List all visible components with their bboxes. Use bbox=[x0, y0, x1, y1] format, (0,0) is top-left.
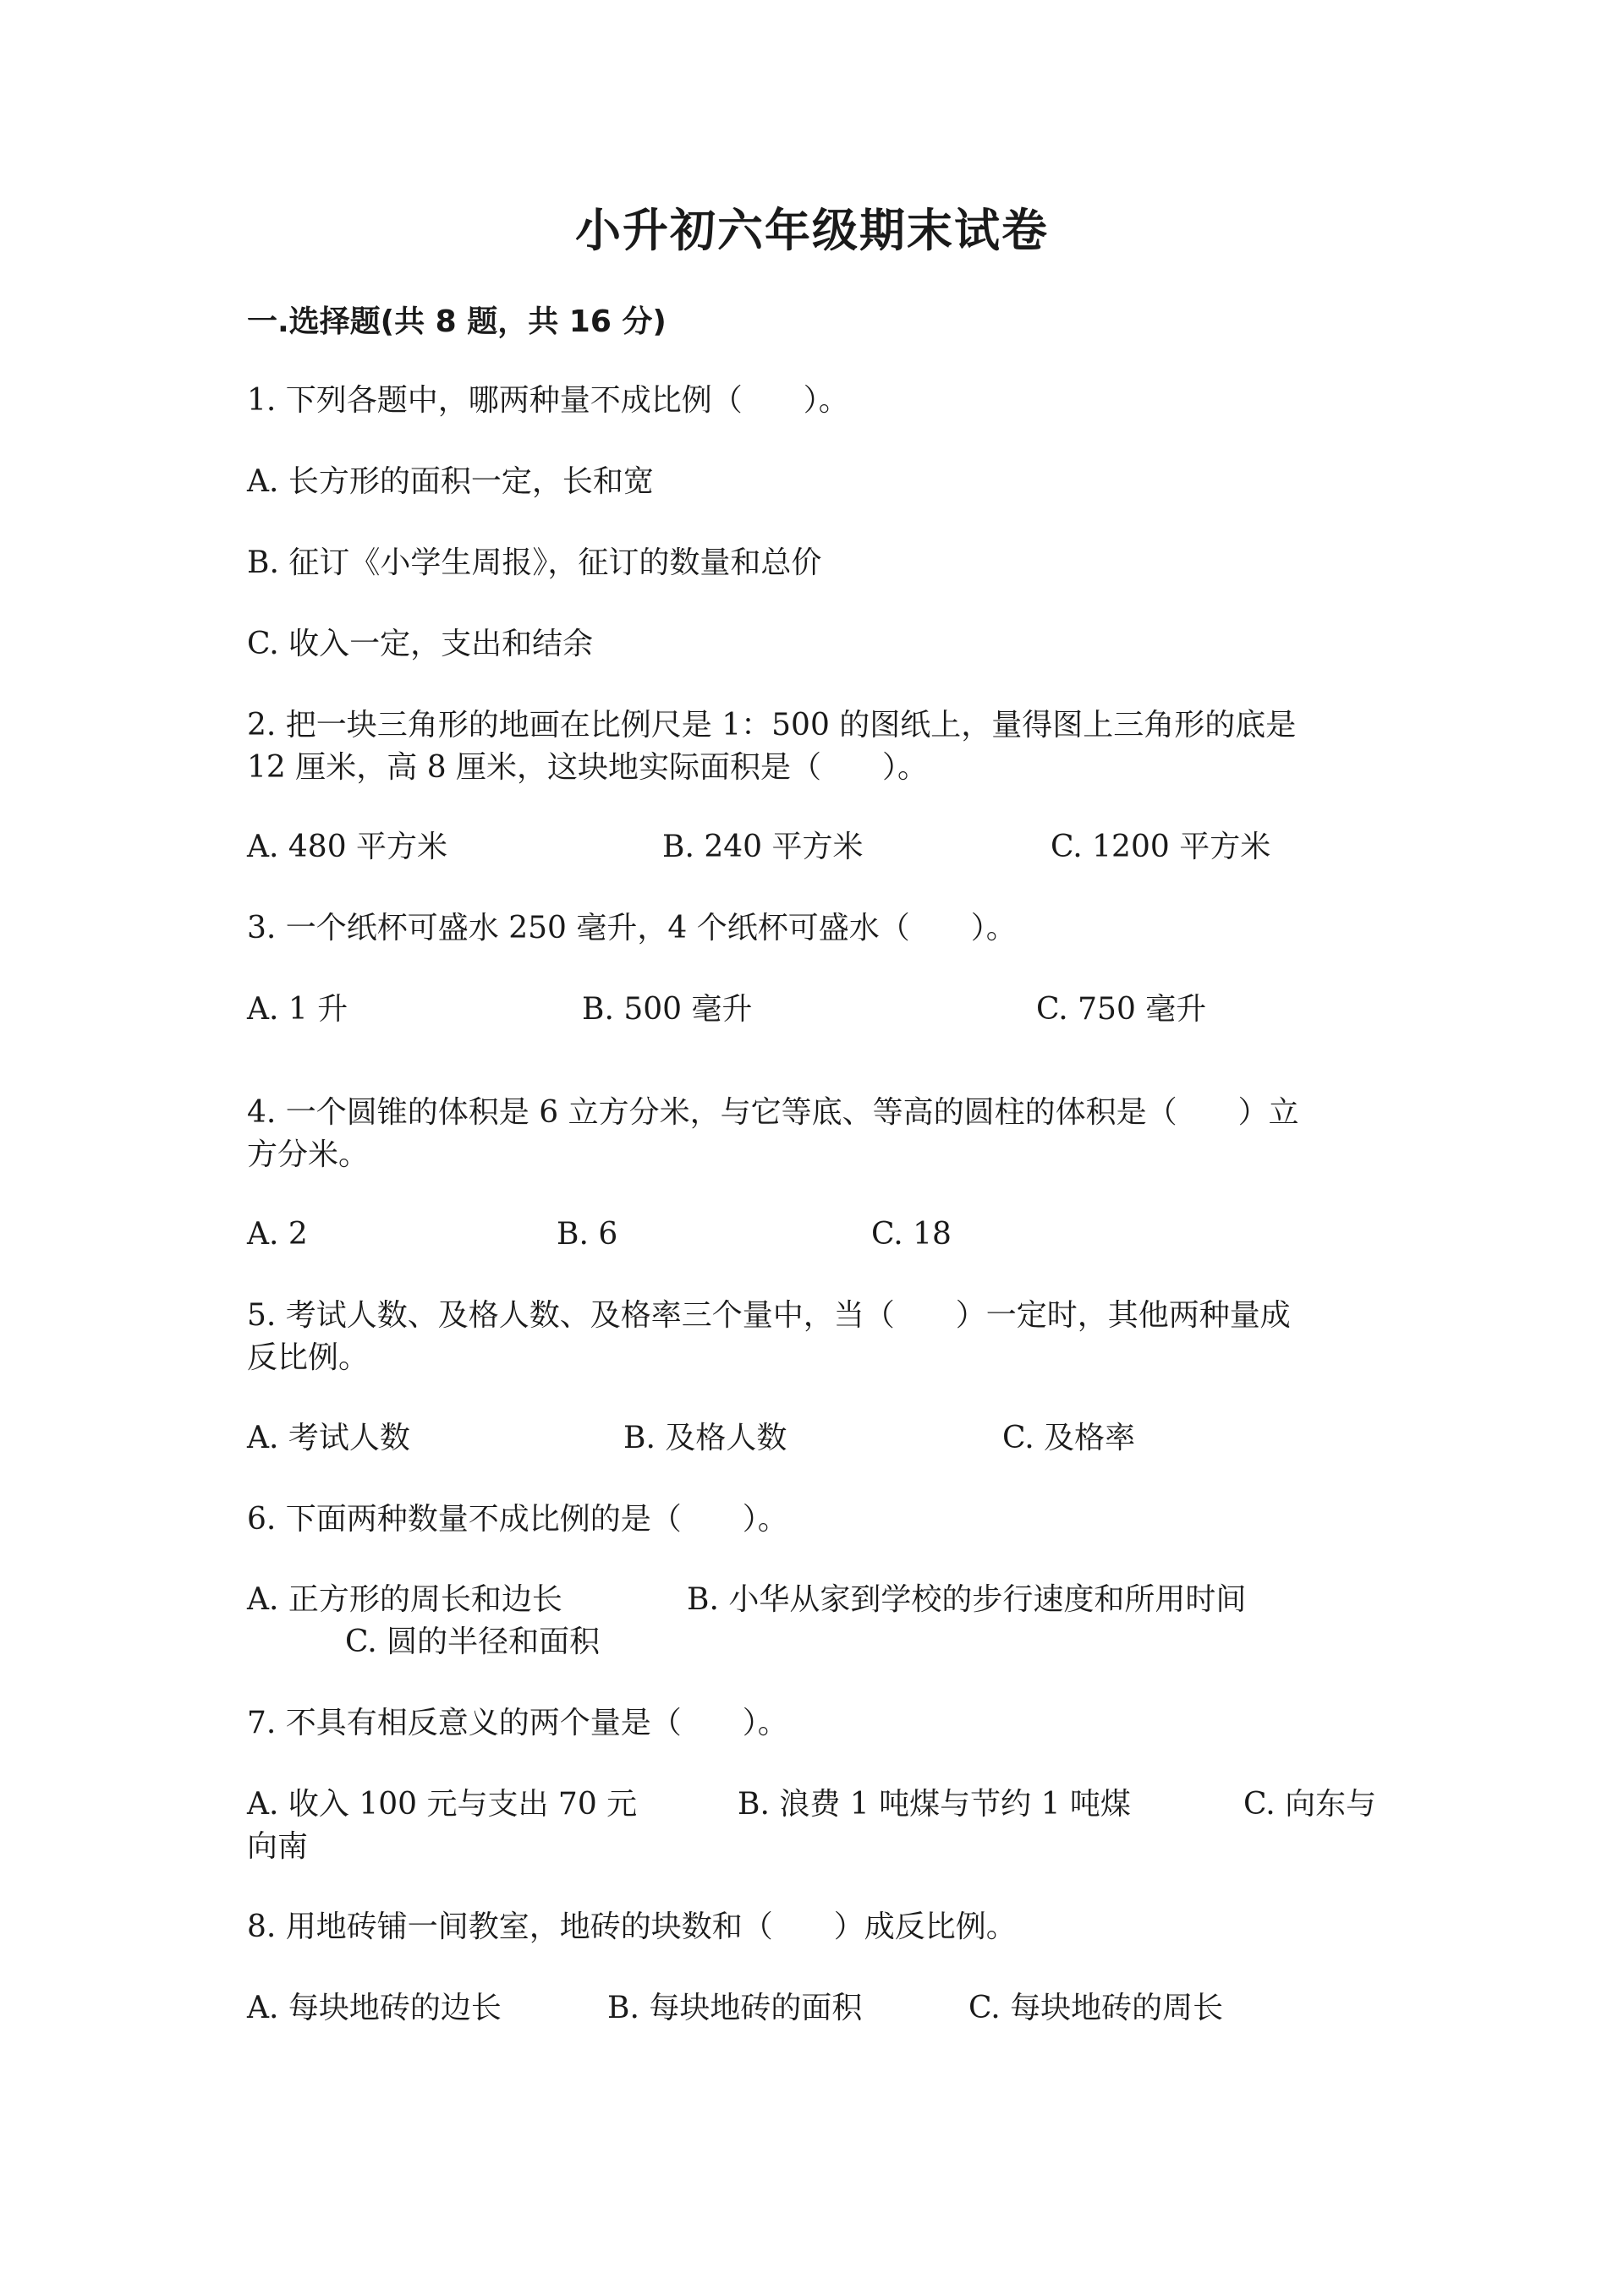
q3-option-b: B. 500 毫升 bbox=[582, 992, 753, 1027]
q1-option-a: A. 长方形的面积一定，长和宽 bbox=[247, 464, 654, 499]
q2-option-c: C. 1200 平方米 bbox=[1051, 830, 1271, 864]
q5-option-b: B. 及格人数 bbox=[623, 1421, 787, 1455]
q7-option-a: A. 收入 100 元与支出 70 元 bbox=[247, 1787, 638, 1822]
q2-option-a: A. 480 平方米 bbox=[247, 830, 448, 864]
q4-option-a: A. 2 bbox=[247, 1217, 308, 1252]
q2-option-b: B. 240 平方米 bbox=[662, 830, 864, 864]
q6-option-c: C. 圆的半径和面积 bbox=[345, 1625, 601, 1659]
q6-option-a: A. 正方形的周长和边长 bbox=[247, 1582, 562, 1617]
q7-option-b: B. 浪费 1 吨煤与节约 1 吨煤 bbox=[738, 1787, 1131, 1822]
question-5-line-1: 5. 考试人数、及格人数、及格率三个量中，当（ ）一定时，其他两种量成 bbox=[247, 1298, 1291, 1333]
q8-option-a: A. 每块地砖的边长 bbox=[247, 1991, 502, 2025]
q5-option-c: C. 及格率 bbox=[1002, 1421, 1136, 1455]
question-4-line-2: 方分米。 bbox=[247, 1137, 370, 1172]
q8-option-c: C. 每块地砖的周长 bbox=[968, 1991, 1224, 2025]
q4-option-b: B. 6 bbox=[557, 1217, 618, 1252]
q7-option-c: C. 向东与 bbox=[1243, 1787, 1377, 1822]
q6-option-b: B. 小华从家到学校的步行速度和所用时间 bbox=[687, 1582, 1247, 1617]
section-heading: 一.选择题(共 8 题，共 16 分) bbox=[247, 304, 667, 339]
question-2-line-1: 2. 把一块三角形的地画在比例尺是 1：500 的图纸上，量得图上三角形的底是 bbox=[247, 708, 1297, 743]
q4-option-c: C. 18 bbox=[871, 1217, 952, 1252]
q7-option-c-cont: 向南 bbox=[247, 1829, 309, 1864]
q5-option-a: A. 考试人数 bbox=[247, 1421, 410, 1455]
question-4-line-1: 4. 一个圆锥的体积是 6 立方分米，与它等底、等高的圆柱的体积是（ ）立 bbox=[247, 1095, 1299, 1130]
q3-option-a: A. 1 升 bbox=[247, 992, 348, 1027]
q3-option-c: C. 750 毫升 bbox=[1036, 992, 1207, 1027]
question-7: 7. 不具有相反意义的两个量是（ ）。 bbox=[247, 1706, 788, 1740]
q1-option-c: C. 收入一定，支出和结余 bbox=[247, 627, 594, 661]
question-3: 3. 一个纸杯可盛水 250 毫升，4 个纸杯可盛水（ ）。 bbox=[247, 911, 1017, 945]
question-5-line-2: 反比例。 bbox=[247, 1340, 370, 1375]
page-title: 小升初六年级期末试卷 bbox=[575, 204, 1049, 257]
question-2-line-2: 12 厘米，高 8 厘米，这块地实际面积是（ ）。 bbox=[247, 750, 929, 785]
question-1: 1. 下列各题中，哪两种量不成比例（ ）。 bbox=[247, 383, 849, 418]
q8-option-b: B. 每块地砖的面积 bbox=[607, 1991, 863, 2025]
question-8: 8. 用地砖铺一间教室，地砖的块数和（ ）成反比例。 bbox=[247, 1910, 1017, 1944]
q1-option-b: B. 征订《小学生周报》，征订的数量和总价 bbox=[247, 545, 822, 580]
question-6: 6. 下面两种数量不成比例的是（ ）。 bbox=[247, 1502, 788, 1537]
